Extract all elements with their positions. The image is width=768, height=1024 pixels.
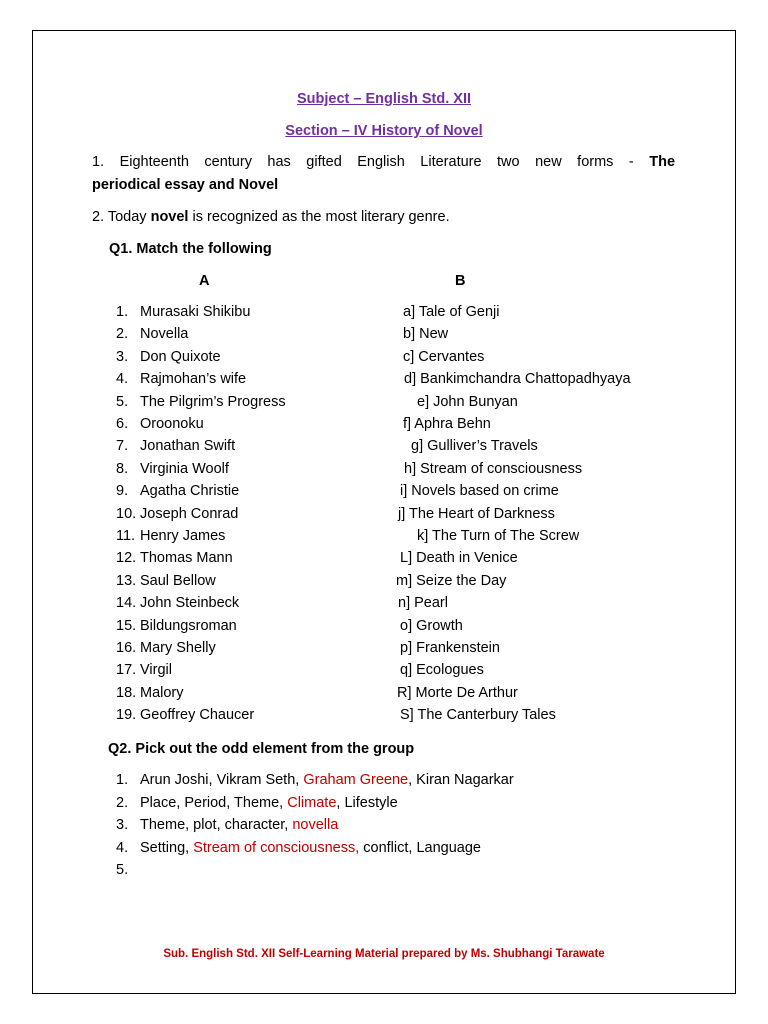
- odd-text: [140, 817, 338, 833]
- odd-text-post: , Kiran Nagarkar: [408, 772, 514, 788]
- match-number: 4.: [116, 371, 129, 388]
- match-number: 16.: [116, 640, 137, 656]
- match-item-b: a] Tale of Genji: [403, 304, 500, 320]
- match-item-b: o] Growth: [400, 617, 463, 634]
- column-b-header: B: [455, 273, 466, 289]
- match-row: [0, 595, 768, 617]
- match-item-a: Saul Bellow: [140, 572, 216, 589]
- match-item-a: Malory: [140, 684, 184, 701]
- match-item-b: m] Seize the Day: [396, 572, 507, 589]
- intro-p2-bold: novel: [150, 209, 189, 225]
- match-row: [0, 438, 768, 460]
- odd-number: 3.: [116, 817, 129, 834]
- odd-number: 1.: [116, 772, 129, 788]
- intro-paragraph-2: [92, 206, 675, 229]
- match-row: [0, 550, 768, 572]
- match-item-a: Agatha Christie: [140, 483, 240, 500]
- odd-text-post: conflict, Language: [363, 839, 481, 856]
- match-row: [0, 371, 768, 393]
- match-item-b: q] Ecologues: [400, 662, 484, 679]
- match-row: [0, 326, 768, 348]
- match-item-b: k] The Turn of The Screw: [417, 528, 580, 544]
- match-row: [0, 304, 768, 326]
- match-item-b: e] John Bunyan: [417, 393, 518, 410]
- match-number: 19.: [116, 707, 137, 724]
- odd-text: [140, 840, 481, 856]
- odd-answer: novella: [292, 817, 339, 834]
- match-number: 18.: [116, 684, 137, 701]
- odd-row: [0, 862, 768, 884]
- odd-number: 4.: [116, 839, 129, 856]
- match-item-a: Virgil: [140, 662, 172, 679]
- match-item-b: c] Cervantes: [403, 348, 485, 365]
- match-row: [0, 349, 768, 371]
- odd-text-post: , Lifestyle: [336, 794, 398, 811]
- subject-heading: Subject – English Std. XII: [296, 91, 472, 107]
- match-row: [0, 394, 768, 416]
- match-number: 6.: [116, 416, 129, 432]
- intro-line-2: [92, 174, 675, 197]
- match-item-b: S] The Canterbury Tales: [400, 707, 556, 724]
- match-row: [0, 416, 768, 438]
- intro-p2-pre: 2. Today: [92, 209, 147, 225]
- section-heading: Section – IV History of Novel: [285, 123, 483, 139]
- odd-text-pre: Arun Joshi, Vikram Seth,: [140, 772, 300, 788]
- q2-title: Q2. Pick out the odd element from the group: [108, 741, 415, 757]
- match-item-a: Thomas Mann: [140, 550, 233, 567]
- odd-answer: Graham Greene: [303, 772, 409, 788]
- match-number: 5.: [116, 393, 129, 410]
- intro-p1-text: 1. Eighteenth century has gifted English Literature two new forms -: [92, 154, 634, 170]
- odd-text: [140, 772, 514, 788]
- odd-row: [0, 840, 768, 862]
- match-item-b: p] Frankenstein: [400, 640, 500, 656]
- match-item-a: John Steinbeck: [140, 595, 240, 612]
- column-a-header: A: [199, 273, 210, 289]
- odd-number: 5.: [116, 862, 129, 879]
- match-item-a: Novella: [140, 326, 189, 343]
- match-item-b: j] The Heart of Darkness: [398, 505, 555, 522]
- match-item-b: f] Aphra Behn: [403, 416, 491, 432]
- match-row: [0, 685, 768, 707]
- match-row: [0, 573, 768, 595]
- match-item-b: b] New: [403, 326, 449, 343]
- match-item-a: Bildungsroman: [140, 617, 237, 634]
- match-row: [0, 483, 768, 505]
- match-number: 14.: [116, 595, 137, 612]
- match-item-a: Virginia Woolf: [140, 460, 229, 477]
- match-number: 12.: [116, 550, 137, 567]
- match-item-b: d] Bankimchandra Chattopadhyaya: [404, 371, 631, 388]
- match-number: 7.: [116, 438, 129, 455]
- odd-number: 2.: [116, 794, 129, 811]
- odd-row: [0, 772, 768, 794]
- match-item-a: The Pilgrim’s Progress: [140, 393, 286, 410]
- match-row: [0, 461, 768, 483]
- match-number: 9.: [116, 483, 129, 500]
- match-item-b: i] Novels based on crime: [400, 483, 559, 500]
- intro-line-1: [92, 151, 675, 174]
- odd-text-pre: Setting,: [140, 839, 190, 856]
- match-number: 13.: [116, 572, 137, 589]
- match-item-a: Mary Shelly: [140, 640, 216, 656]
- match-item-a: Geoffrey Chaucer: [140, 707, 255, 724]
- match-item-b: L] Death in Venice: [400, 550, 518, 567]
- match-row: [0, 506, 768, 528]
- match-item-a: Jonathan Swift: [140, 438, 236, 455]
- intro-p1-bold: periodical essay and Novel: [92, 177, 279, 193]
- match-number: 15.: [116, 617, 137, 634]
- odd-row: [0, 817, 768, 839]
- match-row: [0, 662, 768, 684]
- odd-text: [140, 795, 398, 811]
- match-item-b: R] Morte De Arthur: [397, 684, 518, 701]
- intro-p1-bold-start: The: [649, 154, 676, 170]
- match-number: 2.: [116, 326, 129, 343]
- odd-row: [0, 795, 768, 817]
- odd-text-pre: Theme, plot, character,: [140, 817, 289, 834]
- match-row: [0, 640, 768, 662]
- match-number: 11.: [116, 528, 136, 544]
- odd-text-pre: Place, Period, Theme,: [140, 794, 284, 811]
- q1-title: Q1. Match the following: [109, 241, 272, 257]
- intro-p2-post: is recognized as the most literary genre.: [192, 209, 450, 225]
- match-item-b: g] Gulliver’s Travels: [411, 438, 538, 455]
- match-number: 17.: [116, 662, 137, 679]
- intro-paragraph-1: [92, 151, 675, 197]
- odd-answer: Stream of consciousness,: [193, 839, 360, 856]
- match-item-a: Oroonoku: [140, 416, 204, 432]
- match-number: 1.: [116, 304, 129, 320]
- match-number: 8.: [116, 460, 129, 477]
- match-item-b: n] Pearl: [398, 595, 448, 612]
- match-item-b: h] Stream of consciousness: [404, 460, 583, 477]
- match-item-a: Don Quixote: [140, 348, 221, 365]
- odd-answer: Climate: [287, 794, 337, 811]
- match-item-a: Rajmohan’s wife: [140, 371, 247, 388]
- match-row: [0, 707, 768, 729]
- footer-credit: Sub. English Std. XII Self-Learning Material prepared by Ms. Shubhangi Tarawate: [163, 948, 605, 960]
- match-number: 3.: [116, 348, 129, 365]
- match-row: [0, 528, 768, 550]
- match-item-a: Henry James: [140, 528, 226, 544]
- match-number: 10.: [116, 505, 137, 522]
- match-item-a: Murasaki Shikibu: [140, 304, 251, 320]
- match-row: [0, 618, 768, 640]
- match-item-a: Joseph Conrad: [140, 505, 239, 522]
